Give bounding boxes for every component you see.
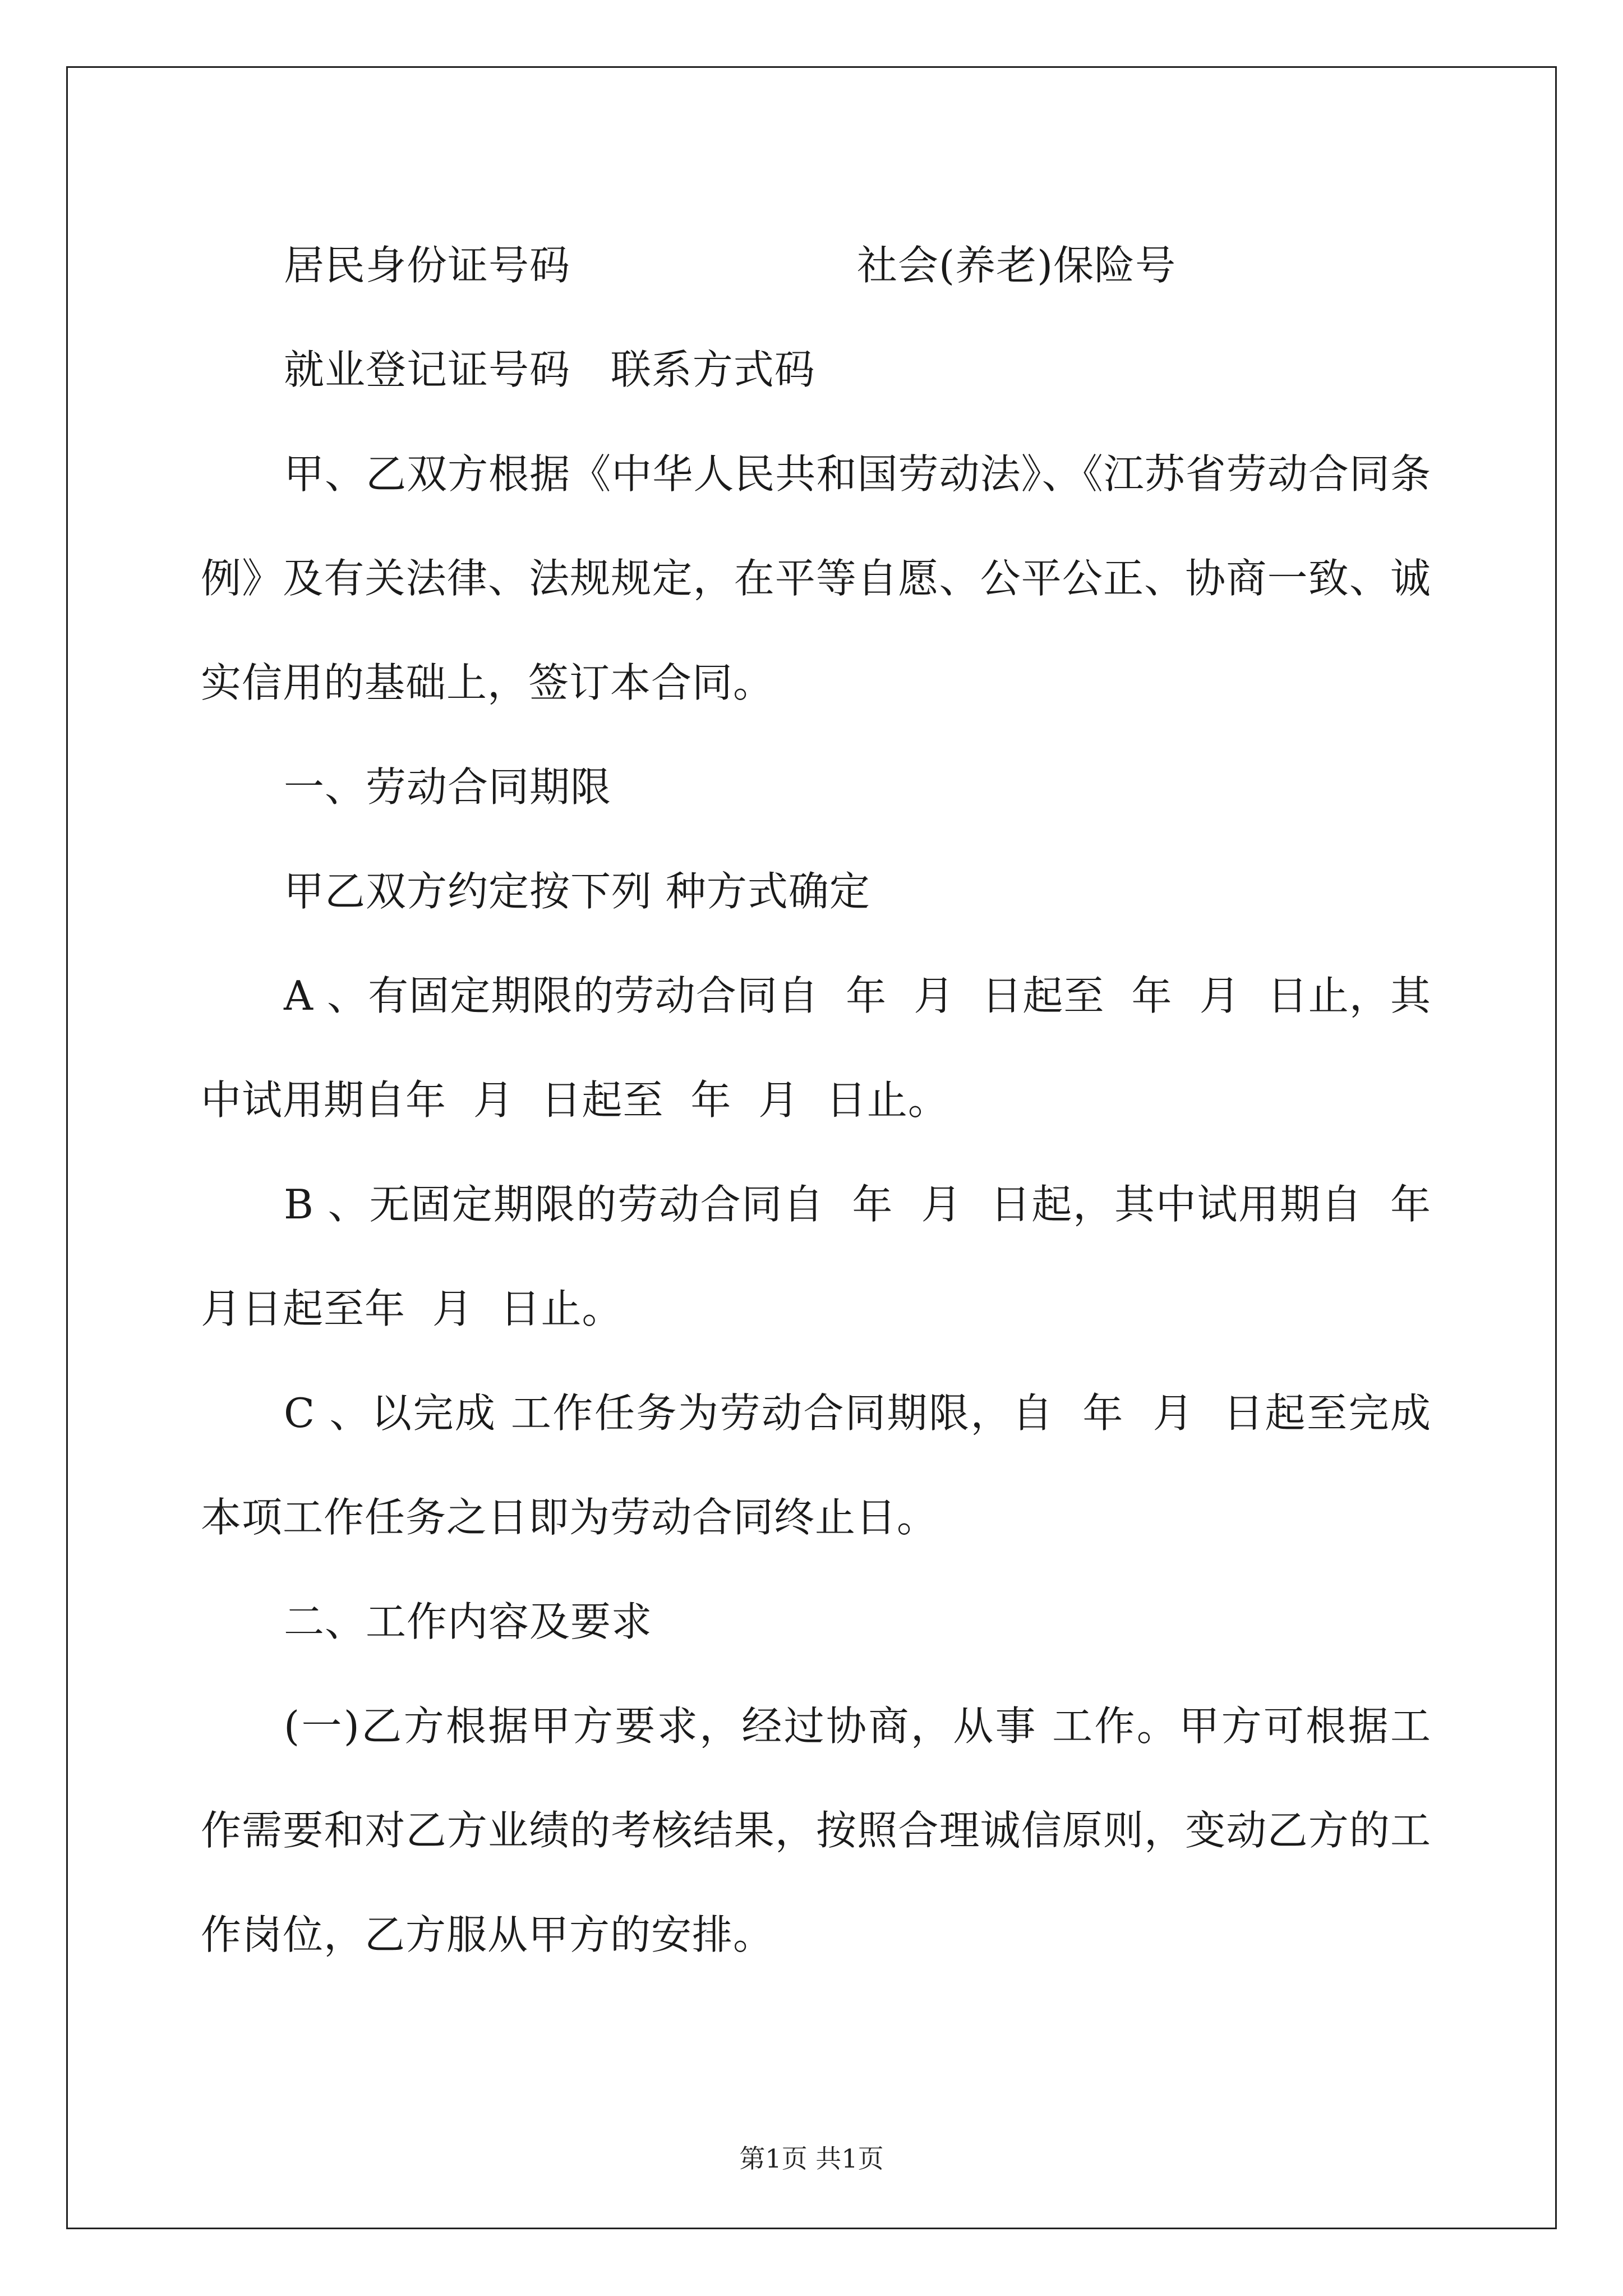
id-number-label: 居民身份证号码 — [284, 242, 571, 289]
header-row-1 — [201, 213, 1431, 318]
section1-method: 甲乙双方约定按下列 种方式确定 — [284, 868, 870, 915]
section2-item1-paragraph: (一)乙方根据甲方要求，经过协商，从事 工作。甲方可根据工作需要和对乙方业绩的考核结果，按照合理诚信原则，变动乙方的工作岗位，乙方服从甲方的安排。 — [201, 1703, 1431, 1958]
intro-paragraph: 甲、乙双方根据《中华人民共和国劳动法》、《江苏省劳动合同条例》及有关法律、法规规定，在平等自愿、公平公正、协商一致、诚实信用的基础上，签订本合同。 — [201, 450, 1431, 706]
item-c-paragraph: C 、以完成 工作任务为劳动合同期限，自 年 月 日起至完成本项工作任务之日即为劳动合同终止日。 — [201, 1389, 1431, 1541]
social-insurance-label: 社会(养老)保险号 — [857, 242, 1177, 289]
section2-title: 二、工作内容及要求 — [284, 1598, 653, 1645]
section1-title: 一、劳动合同期限 — [284, 763, 612, 811]
item-a-paragraph: A 、有固定期限的劳动合同自 年 月 日起至 年 月 日止，其中试用期自年 月 日起至 年 月 日止。 — [201, 972, 1431, 1124]
document-body — [201, 213, 1458, 1987]
employment-reg-label: 就业登记证号码 — [284, 346, 571, 393]
contact-label: 联系方式码 — [610, 346, 815, 393]
item-b-paragraph: B 、无固定期限的劳动合同自 年 月 日起，其中试用期自 年 月日起至年 月 日止。 — [201, 1181, 1458, 1332]
header-row-2 — [201, 318, 1431, 422]
page-footer: 第1页 共1页 — [739, 2143, 884, 2174]
